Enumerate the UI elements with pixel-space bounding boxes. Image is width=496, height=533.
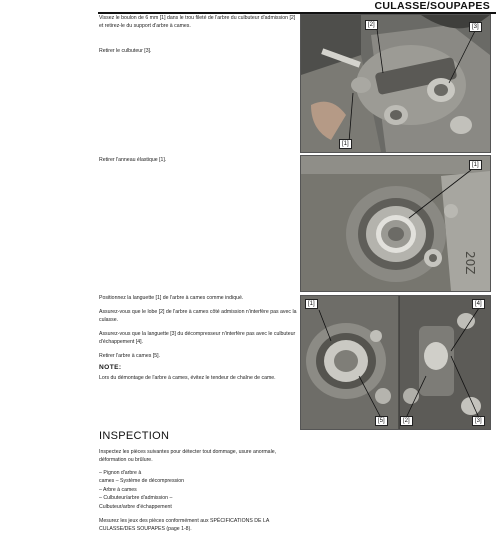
- figure-camshaft-photo: [300, 295, 491, 430]
- callout-label: [3]: [469, 22, 482, 32]
- callout-label: [1]: [469, 160, 482, 170]
- svg-text:20Z: 20Z: [463, 251, 477, 275]
- callout-label: [1]: [305, 299, 318, 309]
- step-text-circlip: Retirer l'anneau élastique [1].: [99, 157, 167, 163]
- step-text-remove-camshaft: Retirer l'arbre à cames [5].: [99, 353, 160, 359]
- inspection-measure-text: Mesurez les jeux des pièces conformément aux SPÉCIFICATIONS DE LA CULASSE/DES SOUPAPES (page 1-8).: [99, 518, 270, 533]
- callout-label: [3]: [472, 416, 485, 426]
- inspection-heading: INSPECTION: [99, 430, 170, 442]
- step-text-bolt: Vissez le boulon de 6 mm [1] dans le trou fileté de l'arbre du culbuteur d'admission [2] et retirez-le du support d'arbre à cames.: [99, 15, 296, 30]
- list-item: – Pignon d'arbre à: [99, 470, 142, 476]
- inspection-intro: Inspectez les pièces suivantes pour détecter tout dommage, usure anormale, déformation ou brûlure.: [99, 449, 277, 464]
- figure-rocker-arm-photo: [300, 14, 491, 153]
- note-heading: NOTE:: [99, 364, 122, 371]
- callout-label: [1]: [339, 139, 352, 149]
- list-item: – Arbre à cames: [99, 486, 137, 493]
- step-text-lobe: Assurez-vous que le lobe [2] de l'arbre à cames côté admission n'interfère pas avec la culasse.: [99, 309, 297, 324]
- section-title: CULASSE/SOUPAPES: [374, 0, 490, 12]
- list-item: Culbuteur/arbre d'échappement: [99, 503, 172, 510]
- step-text-decomp: Assurez-vous que la languette [3] du décompresseur n'interfère pas avec le culbuteur d'échappement [4].: [99, 331, 296, 346]
- callout-label: [2]: [365, 20, 378, 30]
- figure-circlip-photo: [300, 155, 491, 292]
- callout-label: [2]: [400, 416, 413, 426]
- step-text-tab: Positionnez la languette [1] de l'arbre à cames comme indiqué.: [99, 295, 244, 301]
- callout-label: [5]: [375, 416, 388, 426]
- inspection-list: [99, 469, 297, 511]
- list-item: cames – Système de décompression: [99, 478, 185, 485]
- note-text: Lors du démontage de l'arbre à cames, évitez le tendeur de chaîne de came.: [99, 375, 276, 381]
- step-text-rocker: Retirer le culbuteur [3].: [99, 48, 152, 54]
- list-item: – Culbuteur/arbre d'admission –: [99, 495, 173, 502]
- callout-label: [4]: [472, 299, 485, 309]
